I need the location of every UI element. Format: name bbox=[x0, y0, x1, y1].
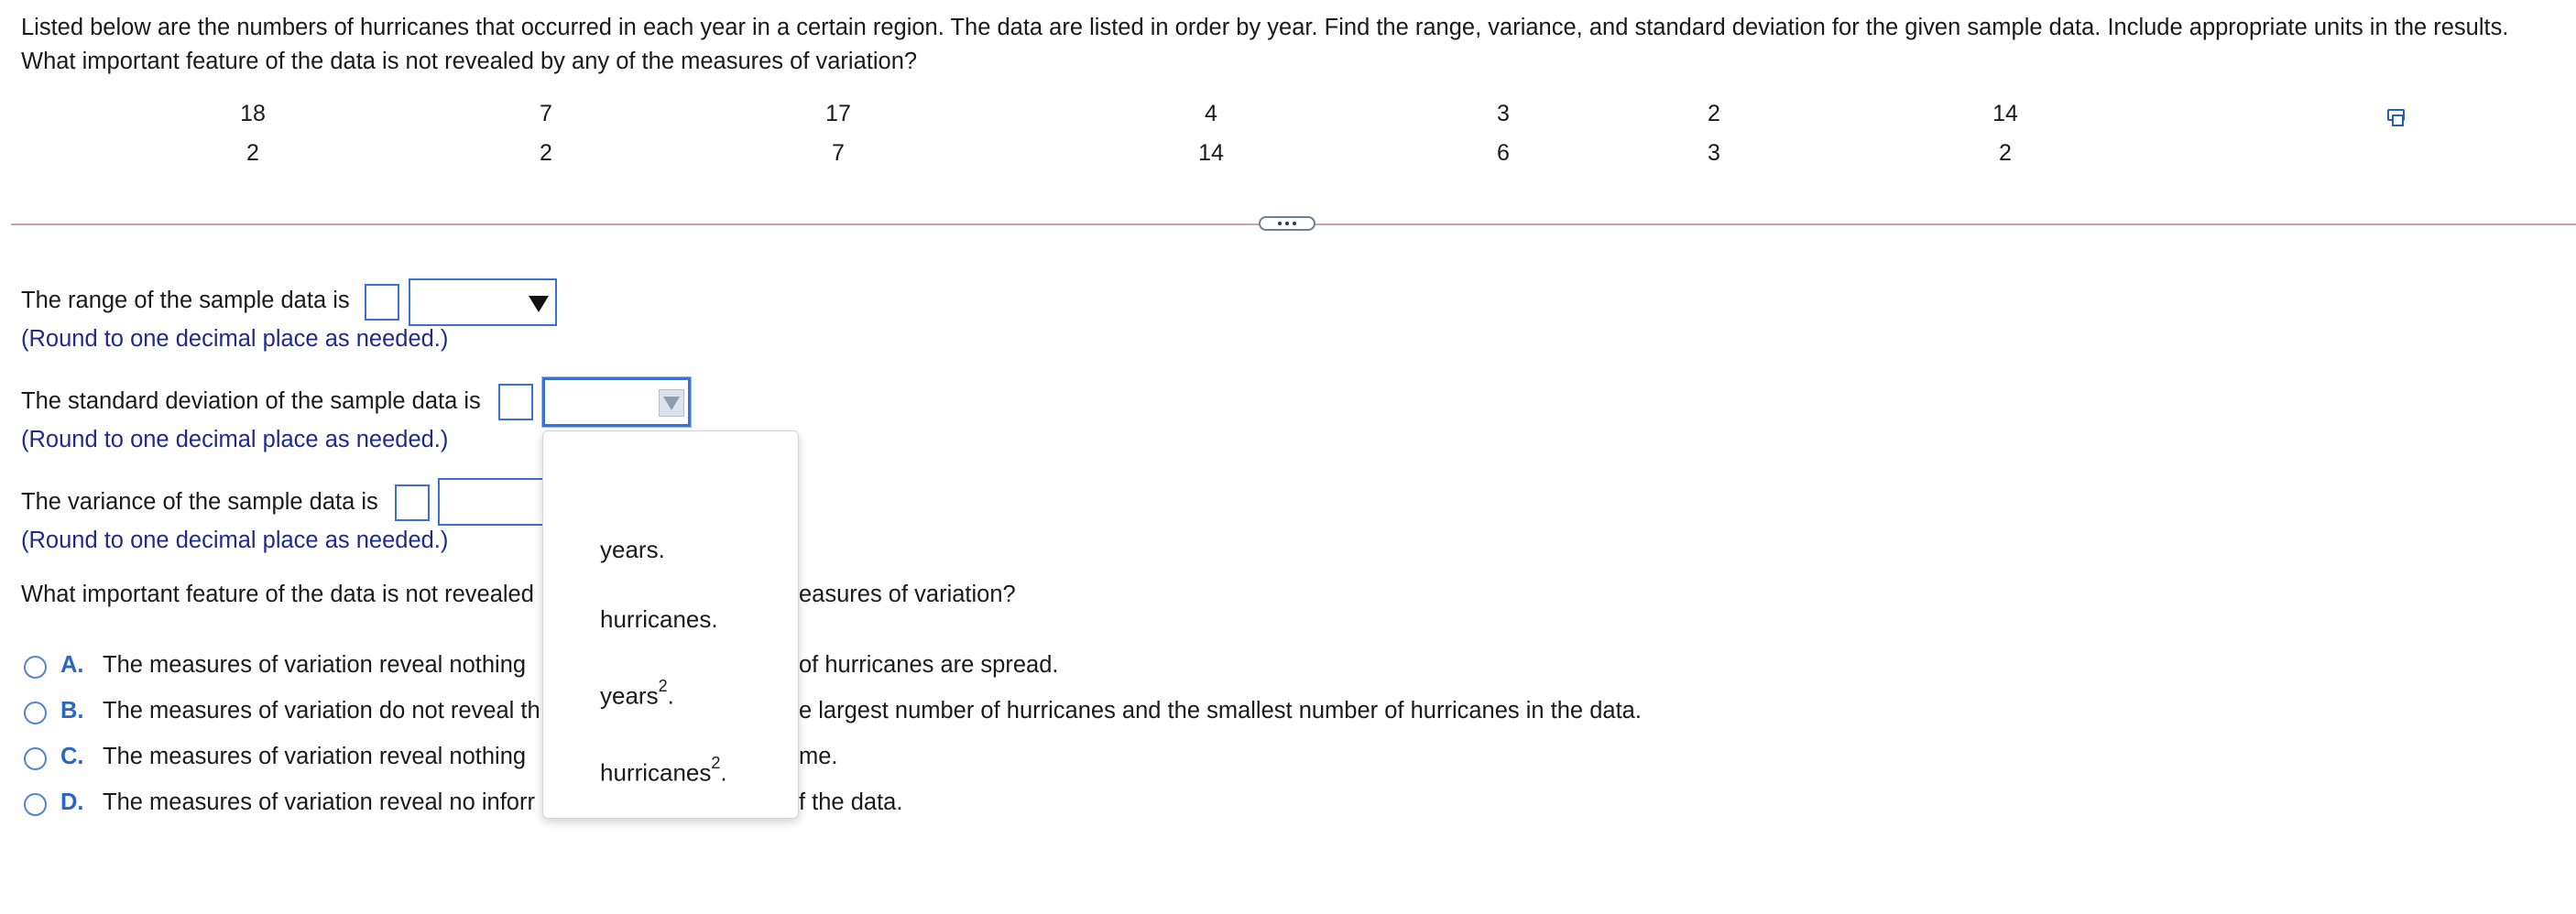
data-cell: 2 bbox=[1999, 140, 2012, 166]
range-hint: (Round to one decimal place as needed.) bbox=[21, 326, 449, 352]
dropdown-item-label: hurricanes. bbox=[600, 605, 718, 633]
data-cell: 2 bbox=[1708, 101, 1720, 126]
dropdown-item-label: hurricanes bbox=[600, 758, 712, 787]
feature-question-right: easures of variation? bbox=[799, 582, 1016, 607]
chevron-down-icon bbox=[659, 389, 684, 417]
option-c-text-continued: me. bbox=[799, 744, 838, 769]
dropdown-item-hurricanes-squared[interactable] bbox=[600, 754, 727, 788]
option-a-text: The measures of variation reveal nothing bbox=[103, 652, 527, 678]
radio-b[interactable] bbox=[24, 702, 47, 724]
dropdown-item-years-squared[interactable] bbox=[600, 677, 674, 711]
radio-d[interactable] bbox=[24, 793, 47, 816]
prompt-line-2: What important feature of the data is not revealed by any of the measures of variation? bbox=[21, 49, 918, 74]
data-cell: 2 bbox=[540, 140, 552, 166]
data-cell: 7 bbox=[832, 140, 845, 166]
option-a-text-continued: of hurricanes are spread. bbox=[799, 652, 1059, 678]
option-c-text: The measures of variation reveal nothing bbox=[103, 744, 527, 769]
data-cell: 4 bbox=[1205, 101, 1217, 126]
data-cell: 14 bbox=[1992, 101, 2018, 126]
data-cell: 7 bbox=[540, 101, 552, 126]
range-input[interactable] bbox=[365, 284, 399, 321]
variance-hint: (Round to one decimal place as needed.) bbox=[21, 528, 449, 553]
dropdown-item-exponent: 2 bbox=[711, 754, 721, 772]
dropdown-item-label: years. bbox=[600, 536, 665, 563]
data-cell: 6 bbox=[1497, 140, 1510, 166]
std-unit-select[interactable] bbox=[542, 377, 691, 427]
question-prompt bbox=[21, 11, 2559, 79]
option-b-letter: B. bbox=[60, 698, 84, 724]
option-d-letter: D. bbox=[60, 789, 84, 815]
copy-icon[interactable] bbox=[2387, 107, 2406, 125]
ellipsis-icon[interactable] bbox=[1259, 216, 1315, 231]
option-b-text: The measures of variation do not reveal th bbox=[103, 698, 540, 724]
dropdown-item-suffix: . bbox=[667, 681, 674, 710]
feature-question-left: What important feature of the data is not revealed bbox=[21, 582, 534, 607]
radio-c[interactable] bbox=[24, 747, 47, 770]
data-table bbox=[0, 92, 2576, 183]
data-cell: 2 bbox=[246, 140, 259, 166]
option-b-text-continued: e largest number of hurricanes and the smallest number of hurricanes in the data. bbox=[799, 698, 1642, 724]
dropdown-item-suffix: . bbox=[720, 758, 727, 787]
option-a-letter: A. bbox=[60, 652, 84, 678]
prompt-line-1: Listed below are the numbers of hurricanes that occurred in each year in a certain region. The data are listed in order by year. Find the range, variance, and standard deviation for the given sample data. Include appropriate units in the results. bbox=[21, 15, 2509, 40]
range-label: The range of the sample data is bbox=[21, 288, 350, 313]
std-input[interactable] bbox=[498, 384, 533, 420]
dropdown-item-hurricanes[interactable] bbox=[600, 605, 718, 634]
std-label: The standard deviation of the sample data is bbox=[21, 388, 481, 414]
range-unit-select[interactable] bbox=[409, 278, 557, 326]
radio-a[interactable] bbox=[24, 656, 47, 679]
variance-label: The variance of the sample data is bbox=[21, 489, 378, 515]
option-d-text-continued: f the data. bbox=[799, 789, 903, 815]
std-hint: (Round to one decimal place as needed.) bbox=[21, 427, 449, 452]
unit-dropdown-menu bbox=[542, 430, 799, 819]
data-cell: 17 bbox=[825, 101, 851, 126]
dropdown-item-exponent: 2 bbox=[658, 677, 668, 695]
option-c-letter: C. bbox=[60, 744, 84, 769]
chevron-down-icon bbox=[528, 293, 550, 315]
data-cell: 18 bbox=[240, 101, 266, 126]
dropdown-item-label: years bbox=[600, 681, 659, 710]
data-cell: 14 bbox=[1198, 140, 1224, 166]
data-cell: 3 bbox=[1708, 140, 1720, 166]
variance-input[interactable] bbox=[395, 484, 430, 521]
option-d-text: The measures of variation reveal no inforr bbox=[103, 789, 535, 815]
data-cell: 3 bbox=[1497, 101, 1510, 126]
dropdown-item-years[interactable] bbox=[600, 536, 665, 564]
